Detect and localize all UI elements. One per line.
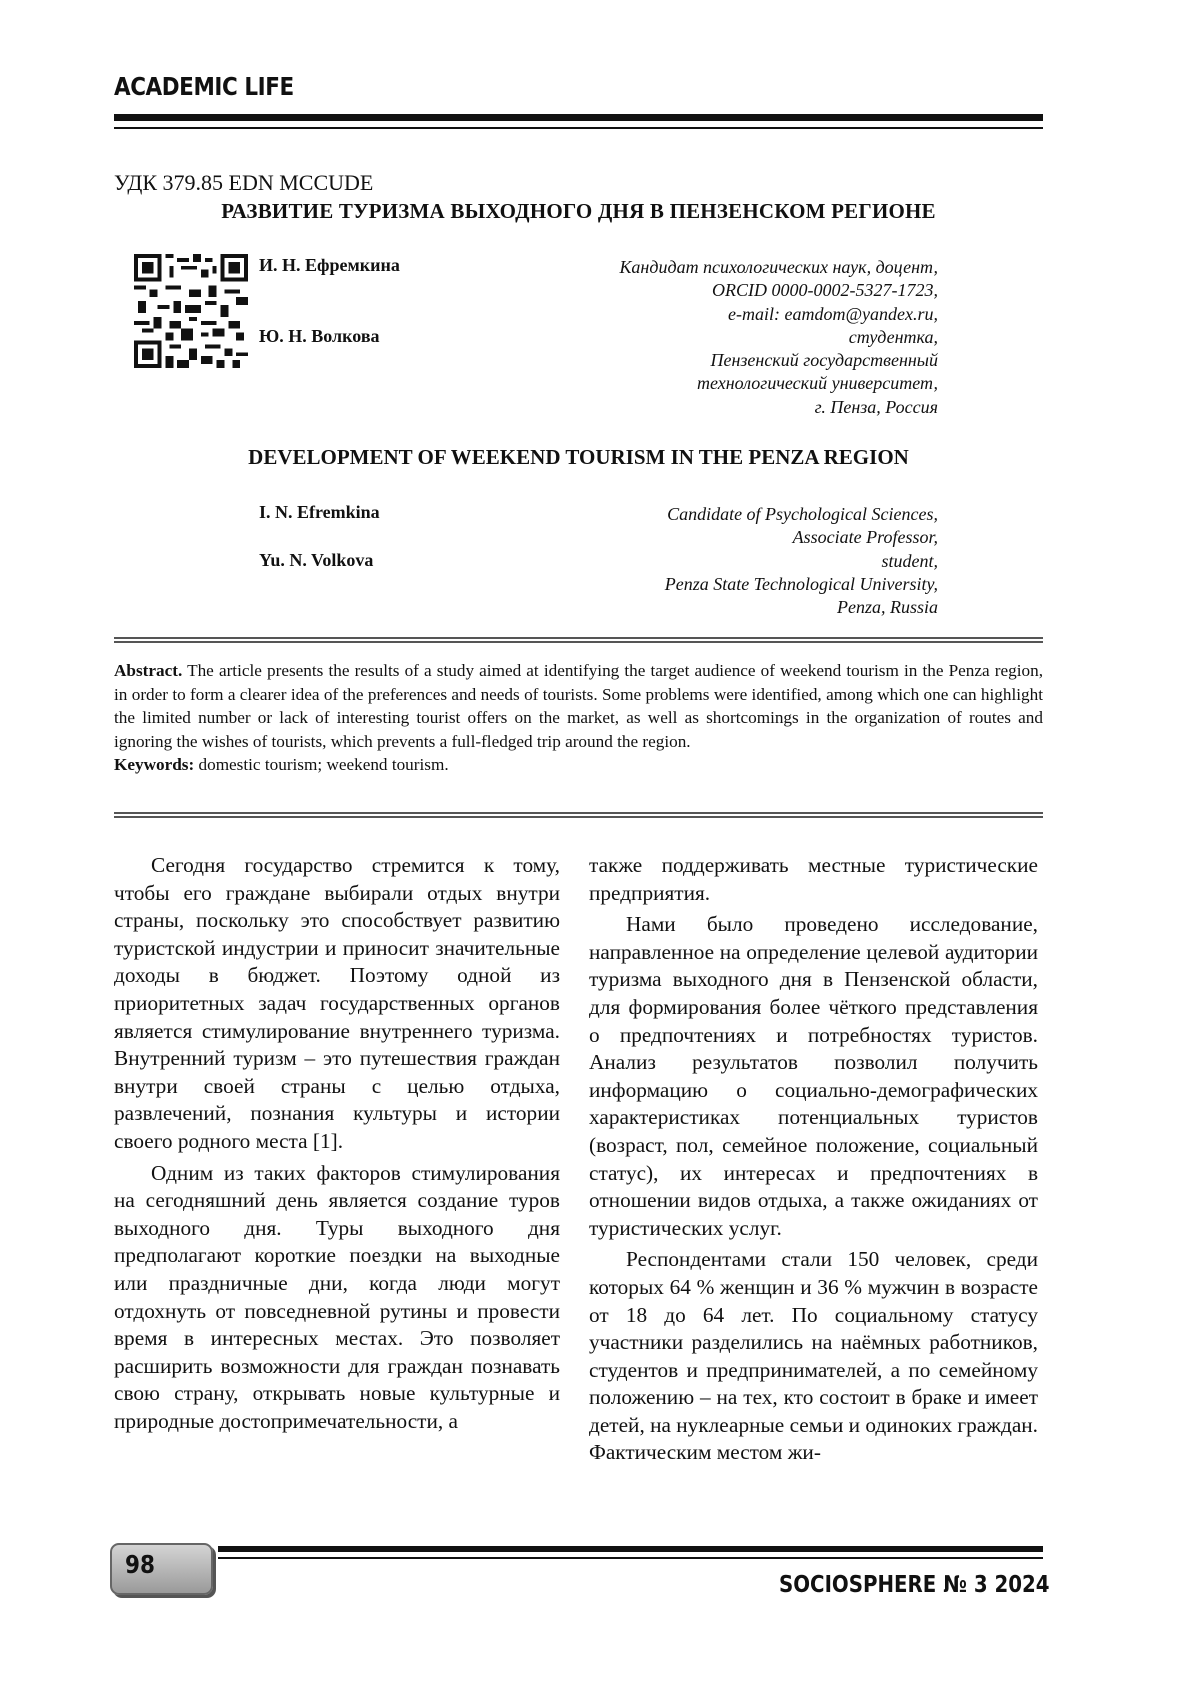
header-rule-thick xyxy=(114,114,1043,121)
footer-rule-thin xyxy=(218,1557,1043,1559)
article-title-en: DEVELOPMENT OF WEEKEND TOURISM IN THE PENZA REGION xyxy=(248,445,909,469)
keywords-text: domestic tourism; weekend tourism. xyxy=(194,755,449,774)
affiliation-ru-line: г. Пенза, Россия xyxy=(814,396,938,417)
affiliation-en xyxy=(478,503,938,619)
article-title-ru: РАЗВИТИЕ ТУРИЗМА ВЫХОДНОГО ДНЯ В ПЕНЗЕНСКОМ РЕГИОНЕ xyxy=(221,199,936,223)
header-rule-thin xyxy=(114,127,1043,129)
body-paragraph: Одним из таких факторов стимулирования на сегодняшний день является создание туров выходного дня. Туры выходного дня предполагают короткие поездки на выходные или праздничные дни, когда люди могут отдохнуть от повседневной рутины и провести время в интересных местах. Это позволяет расширить возможности для граждан познавать свою страну, открывать новые культурные и природные достопримечательности, а xyxy=(114,1160,560,1433)
abstract-top-rule xyxy=(114,637,1043,643)
body-paragraph: Сегодня государство стремится к тому, чтобы его граждане выбирали отдых внутри страны, поскольку это способствует развитию туристской индустрии и приносит значительные доходы в бюджет. Поэтому одной из приоритетных задач государственных органов является стимулирование внутреннего туризма. Внутренний туризм – это путешествия граждан внутри своей страны с целью отдыха, развлечений, познания культуры и истории своего родного места [1]. xyxy=(114,853,560,1153)
abstract-paragraph xyxy=(114,659,1043,753)
body-paragraph: Респондентами стали 150 человек, среди которых 64 % женщин и 36 % мужчин в возрасте от 18 до 64 лет. По социальному статусу участники разделились на наёмных работников, студентов и предпринимателей, а по семейному положению – на тех, кто состоит в браке и имеет детей, на нуклеарные семьи и одиноких граждан. Фактическим местом жи- xyxy=(589,1247,1038,1465)
abstract xyxy=(114,659,1043,777)
author-ru-2: Ю. Н. Волкова xyxy=(259,326,380,346)
body-column-right xyxy=(589,852,1038,1471)
keywords-label: Keywords: xyxy=(114,755,195,774)
footer-rule-thick xyxy=(218,1546,1043,1552)
email-line: e-mail: eamdom@yandex.ru, xyxy=(728,303,938,324)
affiliation-ru xyxy=(478,256,938,419)
orcid-line: ORCID 0000-0002-5327-1723, xyxy=(712,280,938,301)
affiliation-en-line: Penza State Technological University, xyxy=(664,573,938,594)
affiliation-en-line: student, xyxy=(881,550,938,571)
section-label: ACADEMIC LIFE xyxy=(114,72,294,101)
affiliation-ru-line: технологический университет, xyxy=(697,373,938,394)
abstract-label: Abstract. xyxy=(114,661,183,680)
abstract-bottom-rule xyxy=(114,812,1043,818)
keywords-paragraph xyxy=(114,753,1043,777)
author-en-1: I. N. Efremkina xyxy=(259,502,380,522)
page-number: 98 xyxy=(125,1550,155,1579)
body-paragraph: Нами было проведено исследование, направленное на определение целевой аудитории туризма выходного дня в Пензенской области, для формирования более чёткого представления о предпочтениях и потребностях туристов. Анализ результатов позволил получить информацию о социально-демографических характеристиках потенциальных туристов (возраст, пол, семейное положение, социальный статус), их интересах и предпочтениях в отношении видов отдыха, а также ожиданиях от туристических услуг. xyxy=(589,912,1038,1240)
affiliation-ru-line: Пензенский государственный xyxy=(710,350,938,371)
body-paragraph: также поддерживать местные туристические предприятия. xyxy=(589,853,1038,905)
affiliation-ru-line: Кандидат психологических наук, доцент, xyxy=(619,257,938,277)
udk-code: УДК 379.85 EDN MCCUDE xyxy=(114,170,374,195)
affiliation-en-line: Candidate of Psychological Sciences, xyxy=(667,504,938,524)
body-column-left xyxy=(114,852,560,1439)
affiliation-en-line: Associate Professor, xyxy=(792,527,938,548)
abstract-text: The article presents the results of a study aimed at identifying the target audience of weekend tourism in the Penza region, in order to form a clearer idea of the preferences and needs of tourists. Some problems were identified, among which one can highlight the limited number or lack of interesting tourist offers on the market, as well as shortcomings in the organization of routes and ignoring the wishes of tourists, which prevents a full-fledged trip around the region. xyxy=(114,661,1043,751)
journal-name: SOCIOSPHERE № 3 2024 xyxy=(779,1572,1050,1598)
affiliation-en-line: Penza, Russia xyxy=(837,597,938,618)
affiliation-ru-line: студентка, xyxy=(848,326,938,347)
qr-code-icon[interactable] xyxy=(134,254,248,368)
author-ru-1: И. Н. Ефремкина xyxy=(259,255,400,275)
author-en-2: Yu. N. Volkova xyxy=(259,550,374,570)
